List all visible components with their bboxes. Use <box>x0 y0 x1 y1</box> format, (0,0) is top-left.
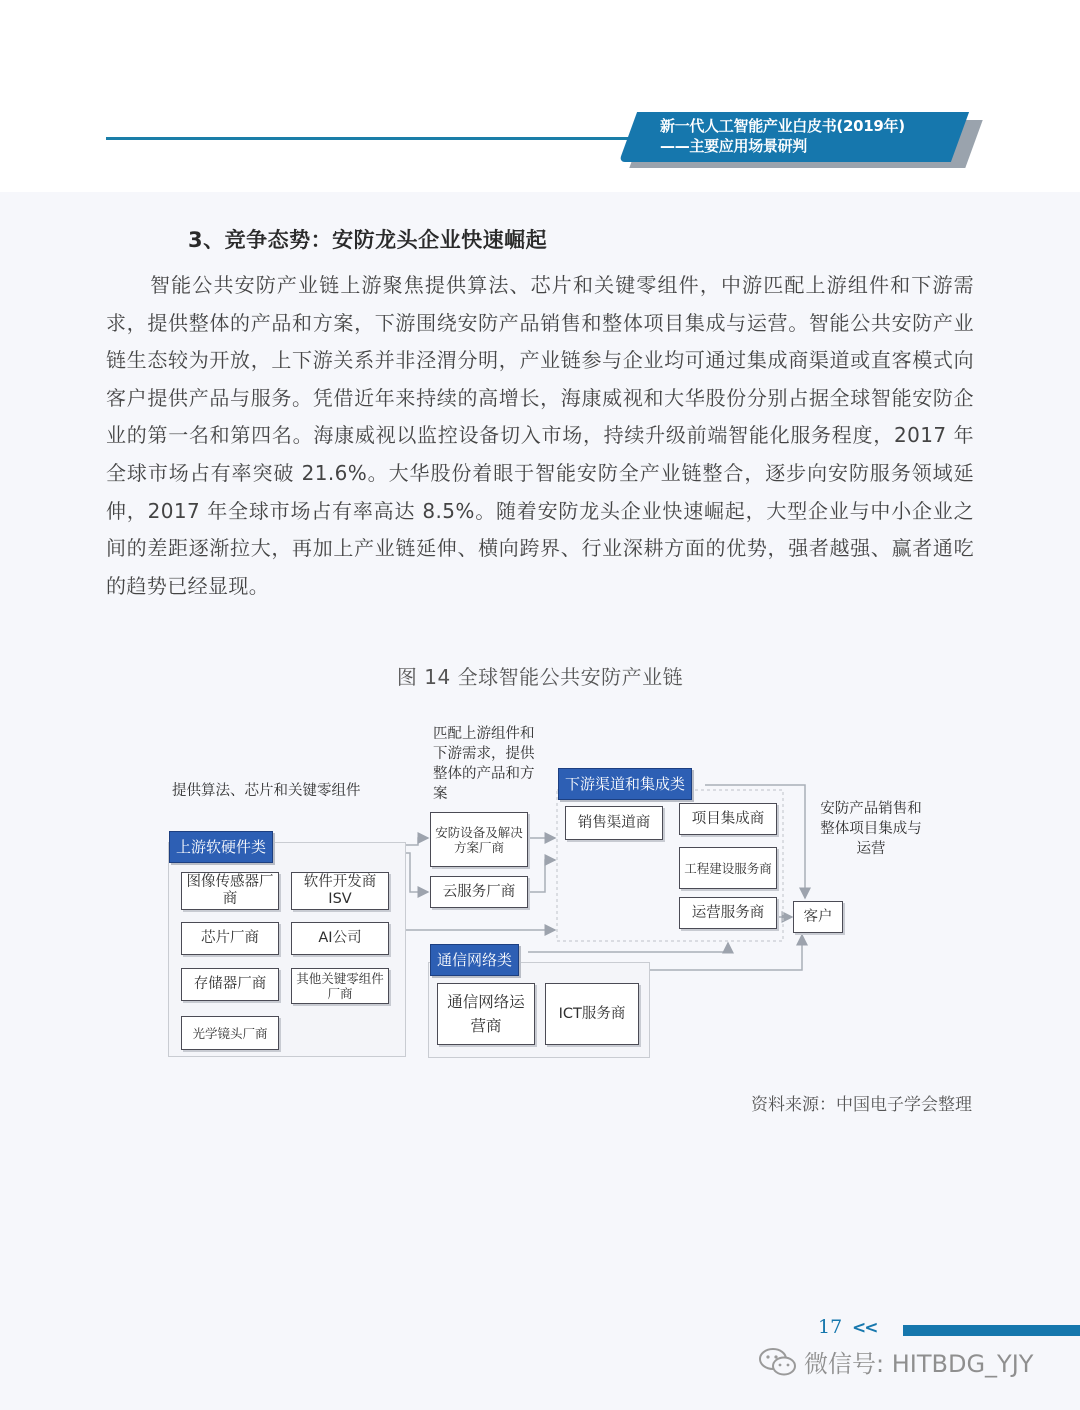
figure-caption: 图 14 全球智能公共安防产业链 <box>396 665 684 689</box>
source-note: 资料来源：中国电子学会整理 <box>751 1095 972 1115</box>
security-equipment-node: 安防设备及解决方案厂商 <box>430 812 528 867</box>
upstream-label: 上游软硬件类 <box>169 831 273 863</box>
header-title-line1: 新一代人工智能产业白皮书(2019年) <box>660 117 905 135</box>
page-number: 17 <box>818 1316 843 1338</box>
section-heading: 3、竞争态势：安防龙头企业快速崛起 <box>188 228 548 252</box>
downstream-description: 安防产品销售和整体项目集成与运营 <box>820 801 922 857</box>
downstream-label: 下游渠道和集成类 <box>558 768 692 800</box>
body-paragraph: 智能公共安防产业链上游聚焦提供算法、芯片和关键零组件，中游匹配上游组件和下游需求，提供整体的产品和方案，下游围绕安防产品销售和整体项目集成与运营。智能公共安防产业链生态较为开放，上下游关系并非泾渭分明，产业链参与企业均可通过集成商渠道或直客模式向客户提供产品与服务。凭借近年来持续的高增长，海康威视和大华股份分别占据全球智能安防企业的第一名和第四名。海康威视以监控设备切入市场，持续升级前端智能化服务程度，2017 年全球市场占有率突破 21.6%。大华股份着眼于智能安防全产业链整合，逐步向安防服务领域延伸，2017 年全球市场占有率高达 8.5%。随着安防龙头企业快速崛起，大型企业与中小企业之间的差距逐渐拉大，再加上产业链延伸、横向跨界、行业深耕方面的优势，强者越强、赢者通吃的趋势已经显现。 <box>106 273 974 598</box>
watermark-text: 微信号: HITBDG_YJY <box>804 1350 1034 1378</box>
ai-company-node: AI公司 <box>291 922 389 955</box>
chip-node: 芯片厂商 <box>181 922 279 955</box>
footer-bar <box>903 1325 1080 1336</box>
wechat-watermark <box>758 1344 1033 1379</box>
storage-node: 存储器厂商 <box>181 968 279 1001</box>
header-title-line2: ——主要应用场景研判 <box>660 137 808 155</box>
telecom-label: 通信网络类 <box>430 944 519 976</box>
engineering-service-node: 工程建设服务商 <box>679 847 777 889</box>
ict-service-node: ICT服务商 <box>545 983 639 1045</box>
upstream-description: 提供算法、芯片和关键零组件 <box>172 783 361 799</box>
image-sensor-node: 图像传感器厂商 <box>181 872 279 910</box>
operation-service-node: 运营服务商 <box>679 897 777 929</box>
page-arrows: << <box>852 1318 877 1338</box>
project-integrator-node: 项目集成商 <box>679 803 777 835</box>
sales-channel-node: 销售渠道商 <box>565 806 663 840</box>
optical-lens-node: 光学镜头厂商 <box>181 1016 279 1050</box>
cloud-service-node: 云服务厂商 <box>430 876 528 908</box>
customer-node: 客户 <box>793 901 843 933</box>
network-operator-node: 通信网络运营商 <box>437 983 535 1045</box>
software-developer-node: 软件开发商ISV <box>291 872 389 910</box>
midstream-description: 匹配上游组件和下游需求，提供整体的产品和方案 <box>433 726 535 802</box>
wechat-icon <box>758 1346 798 1378</box>
other-parts-node: 其他关键零组件厂商 <box>291 968 389 1004</box>
